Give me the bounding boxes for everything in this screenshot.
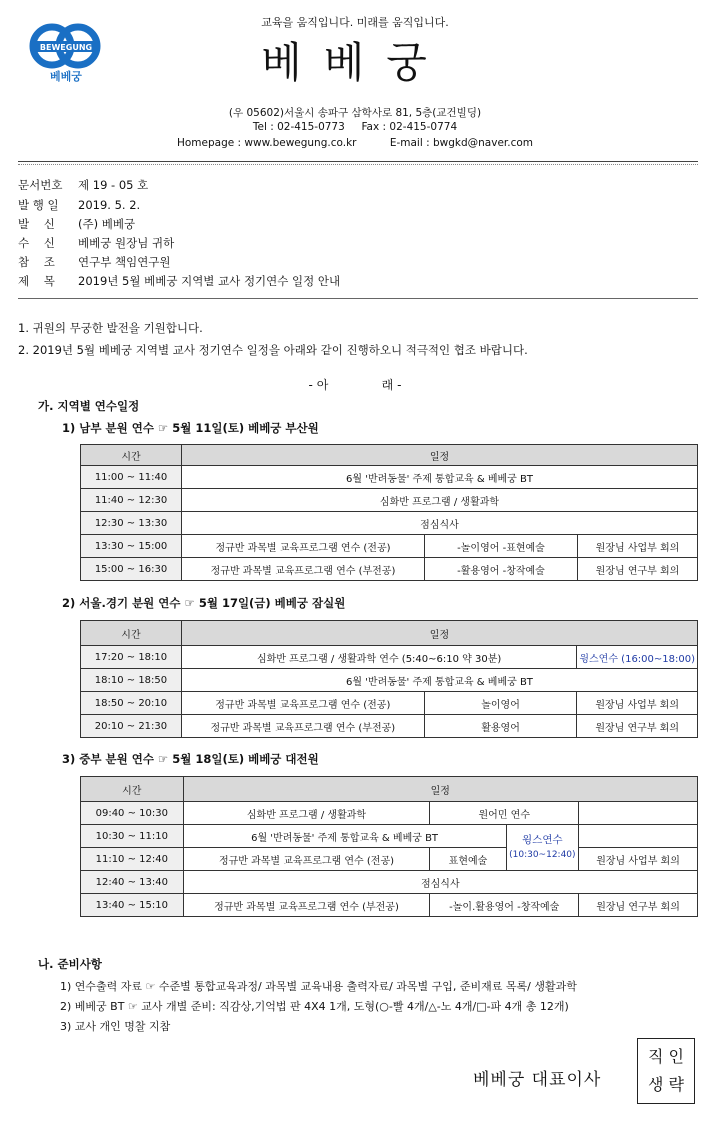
paragraph-1: 1. 귀원의 무궁한 발전을 기원합니다. [18,321,203,335]
header-divider-2 [18,164,698,165]
subject-cell: 활용영어 [424,715,577,738]
time-cell: 20:10 ~ 21:30 [81,715,182,738]
seoul-schedule-table [80,620,698,738]
table-row [81,848,698,871]
schedule-cell: 6월 '반려동물' 주제 통합교육 & 베베궁 BT [181,669,697,692]
section-a-title: 가. 지역별 연수일정 [38,399,140,413]
ceo-signature: 베베궁 대표이사 [473,1070,602,1090]
time-cell: 12:40 ~ 13:40 [81,871,184,894]
address: (우 05602)서울시 송파구 삼학사로 81, 5층(교건빌딩) [228,107,482,119]
schedule-cell: 정규반 과목별 교육프로그램 연수 (부전공) [183,894,430,917]
header-time: 시간 [81,777,184,802]
native-training-cell: 원어민 연수 [430,802,579,825]
subject-cell: 표현예술 [430,848,506,871]
header-divider [18,161,698,162]
meeting-cell: 원장님 사업부 회의 [577,692,698,715]
header-time: 시간 [81,445,182,466]
wings-training-cell: 윙스연수 (16:00~18:00) [577,646,698,669]
table-header-row [81,621,698,646]
subject-cell: -놀이영어 -표현예술 [425,535,578,558]
empty-cell [579,825,698,848]
empty-cell [579,802,698,825]
svg-text:베베궁: 베베궁 [50,70,82,83]
table-row [81,489,698,512]
subject-cell: -놀이.활용영어 -창작예술 [430,894,579,917]
meeting-cell: 원장님 사업부 회의 [579,848,698,871]
table-row [81,466,698,489]
reference: 참 조 연구부 책임연구원 [18,255,171,269]
header-schedule: 일정 [183,777,697,802]
table-header-row [81,777,698,802]
subject: 제 목 2019년 5월 베베궁 지역별 교사 정기연수 일정 안내 [18,274,341,288]
paragraph-2: 2. 2019년 5월 베베궁 지역별 교사 정기연수 일정을 아래와 같이 진행하오니 적극적인 협조 바랍니다. [18,343,528,357]
time-cell: 09:40 ~ 10:30 [81,802,184,825]
prep-item-2: 2) 베베궁 BT ☞ 교사 개별 준비: 직감상,기억법 판 4X4 1개, 도형(○-빨 4개/△-노 4개/□-파 4개 총 12개) [60,1000,569,1013]
time-cell: 11:40 ~ 12:30 [81,489,182,512]
doc-number: 문서번호 제 19 - 05 호 [18,178,149,192]
table-row [81,825,698,848]
wings-training-cell [506,825,579,871]
time-cell: 18:50 ~ 20:10 [81,692,182,715]
time-cell: 17:20 ~ 18:10 [81,646,182,669]
table-row [81,669,698,692]
schedule-cell: 6월 '반려동물' 주제 통합교육 & 베베궁 BT [183,825,506,848]
seal-line-1: 직 인 [648,1047,684,1066]
wings-label: 윙스연수 [522,833,563,846]
table-row [81,646,698,669]
time-cell: 15:00 ~ 16:30 [81,558,182,581]
table-row [81,535,698,558]
time-cell: 13:40 ~ 15:10 [81,894,184,917]
table-row [81,715,698,738]
slogan: 교육을 움직입니다. 미래를 움직입니다. [261,16,449,29]
meeting-cell: 원장님 연구부 회의 [579,894,698,917]
official-seal-box [637,1038,695,1104]
schedule-cell: 정규반 과목별 교육프로그램 연수 (전공) [182,535,425,558]
organization-title: 베베궁 [261,38,449,87]
meeting-cell: 원장님 사업부 회의 [578,535,698,558]
phone-fax: Tel : 02-415-0773 Fax : 02-415-0774 [252,121,458,133]
table-header-row [81,445,698,466]
table-row [81,871,698,894]
table-row [81,558,698,581]
seal-line-2: 생 략 [648,1075,684,1094]
schedule-cell: 정규반 과목별 교육프로그램 연수 (부전공) [182,558,425,581]
svg-text:BEWEGUNG: BEWEGUNG [39,43,93,52]
time-cell: 13:30 ~ 15:00 [81,535,182,558]
schedule-cell: 심화반 프로그램 / 생활과학 [182,489,698,512]
table-row [81,894,698,917]
schedule-cell: 정규반 과목별 교육프로그램 연수 (전공) [183,848,430,871]
schedule-cell: 정규반 과목별 교육프로그램 연수 (부전공) [181,715,424,738]
schedule-cell: 심화반 프로그램 / 생활과학 [183,802,430,825]
table-row [81,802,698,825]
sender: 발 신 (주) 베베궁 [18,217,136,231]
meeting-cell: 원장님 연구부 회의 [578,558,698,581]
header-schedule: 일정 [181,621,697,646]
prep-item-1: 1) 연수출력 자료 ☞ 수준별 통합교육과정/ 과목별 교육내용 출력자료/ 과목별 구입, 준비재료 목록/ 생활과학 [60,980,577,993]
wings-time: (10:30~12:40) [509,849,576,860]
time-cell: 12:30 ~ 13:30 [81,512,182,535]
table-row [81,692,698,715]
time-cell: 18:10 ~ 18:50 [81,669,182,692]
central-title: 3) 중부 분원 연수 ☞ 5월 18일(토) 베베궁 대전원 [62,752,319,766]
recipient: 수 신 베베궁 원장님 귀하 [18,236,175,250]
schedule-cell: 심화반 프로그램 / 생활과학 연수 (5:40~6:10 약 30분) [181,646,576,669]
homepage-email: Homepage : www.bewegung.co.kr E-mail : bwgkd@naver.com [176,137,534,149]
seoul-title: 2) 서울.경기 분원 연수 ☞ 5월 17일(금) 베베궁 잠실원 [62,596,346,610]
time-cell: 10:30 ~ 11:10 [81,825,184,848]
meta-divider [18,298,698,299]
below-heading: - 아 래 - [308,378,402,392]
south-schedule-table [80,444,698,581]
time-cell: 11:00 ~ 11:40 [81,466,182,489]
section-b-title: 나. 준비사항 [38,957,102,971]
schedule-cell: 점심식사 [182,512,698,535]
schedule-cell: 점심식사 [183,871,697,894]
header-time: 시간 [81,621,182,646]
schedule-cell: 6월 '반려동물' 주제 통합교육 & 베베궁 BT [182,466,698,489]
subject-cell: 놀이영어 [424,692,577,715]
prep-item-3: 3) 교사 개인 명찰 지참 [60,1020,171,1033]
issue-date: 발 행 일 2019. 5. 2. [18,198,141,212]
meeting-cell: 원장님 연구부 회의 [577,715,698,738]
time-cell: 11:10 ~ 12:40 [81,848,184,871]
table-row [81,512,698,535]
central-schedule-table [80,776,698,917]
subject-cell: -활용영어 -창작예술 [425,558,578,581]
header-schedule: 일정 [182,445,698,466]
south-title: 1) 남부 분원 연수 ☞ 5월 11일(토) 베베궁 부산원 [62,421,319,435]
schedule-cell: 정규반 과목별 교육프로그램 연수 (전공) [181,692,424,715]
